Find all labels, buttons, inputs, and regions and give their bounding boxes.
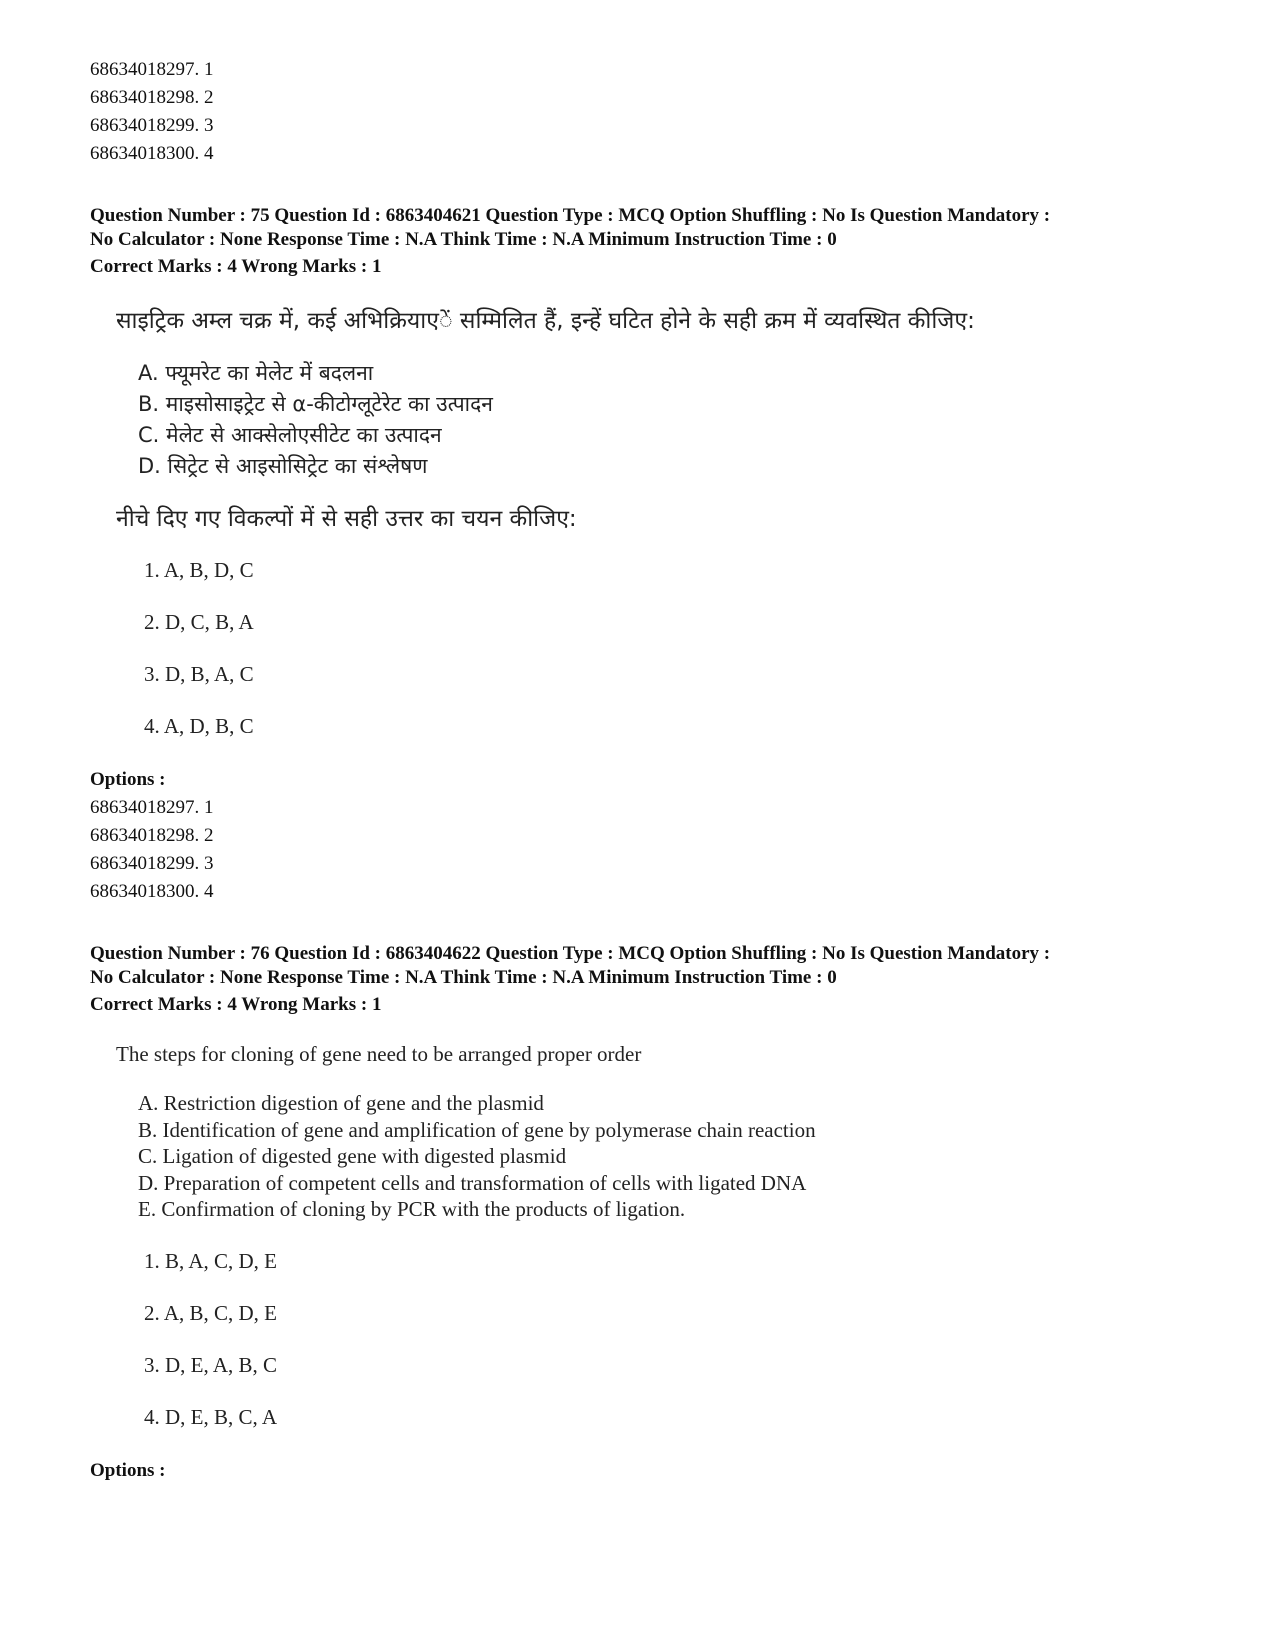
question-content (116, 306, 1210, 740)
statement-item: C. Ligation of digested gene with digested plasmid (138, 1144, 567, 1168)
previous-options-list (90, 56, 1210, 168)
answer-choice: 2. A, B, C, D, E (144, 1300, 278, 1325)
question-content (116, 1040, 1210, 1431)
options-heading: Options : (90, 769, 166, 790)
option-line: 68634018300. 4 (90, 143, 214, 164)
options-heading: Options : (90, 1459, 166, 1481)
statement-item: B. Identification of gene and amplification of gene by polymerase chain reaction (138, 1117, 816, 1142)
answer-choice: 2. D, C, B, A (144, 610, 254, 634)
answer-choice: 4. D, E, B, C, A (144, 1404, 278, 1429)
answer-choice: 4. A, D, B, C (144, 714, 254, 738)
statement-item: D. Preparation of competent cells and transformation of cells with ligated DNA (138, 1170, 807, 1195)
question-marks: Correct Marks : 4 Wrong Marks : 1 (90, 256, 382, 277)
question-76 (90, 942, 1210, 1485)
question-75 (90, 204, 1210, 906)
statement-item: E. Confirmation of cloning by PCR with the products of ligation. (138, 1197, 686, 1221)
question-stem: The steps for cloning of gene need to be arranged proper order (116, 1042, 642, 1066)
question-meta-line: No Calculator : None Response Time : N.A Think Time : N.A Minimum Instruction Time : 0 (90, 229, 837, 250)
statement-item: A. फ्यूमरेट का मेलेट में बदलना (138, 361, 374, 385)
choice-list (116, 556, 1210, 740)
answer-instruction: नीचे दिए गए विकल्पों में से सही उत्तर का चयन कीजिए: (116, 506, 577, 532)
option-line: 68634018299. 3 (90, 853, 214, 874)
option-line: 68634018297. 1 (90, 59, 214, 80)
statement-item: A. Restriction digestion of gene and the plasmid (138, 1091, 544, 1115)
statement-list (138, 1090, 1210, 1223)
question-meta-line: Question Number : 76 Question Id : 6863404622 Question Type : MCQ Option Shuffling : No Is Question Mandatory : (90, 943, 1051, 964)
answer-choice: 3. D, B, A, C (144, 662, 254, 686)
option-line: 68634018300. 4 (90, 881, 214, 902)
question-stem: साइट्रिक अम्ल चक्र में, कई अभिक्रियाएें सम्मिलित हैं, इन्हें घटित होने के सही क्रम में व्यवस्थित कीजिए: (116, 308, 975, 334)
option-line: 68634018298. 2 (90, 87, 214, 108)
option-line: 68634018298. 2 (90, 825, 214, 846)
answer-choice: 3. D, E, A, B, C (144, 1352, 278, 1377)
option-line: 68634018297. 1 (90, 797, 214, 818)
document-page (90, 56, 1210, 1485)
question-marks: Correct Marks : 4 Wrong Marks : 1 (90, 994, 382, 1015)
options-list (90, 794, 1210, 906)
statement-list (138, 358, 1210, 482)
statement-item: B. माइसोसाइट्रेट से α-कीटोग्लूटेरेट का उत्पादन (138, 392, 493, 416)
answer-choice: 1. A, B, D, C (144, 558, 254, 582)
question-meta-line: Question Number : 75 Question Id : 6863404621 Question Type : MCQ Option Shuffling : No Is Question Mandatory : (90, 205, 1051, 226)
answer-choice: 1. B, A, C, D, E (144, 1248, 278, 1273)
choice-list (116, 1247, 1210, 1431)
option-line: 68634018299. 3 (90, 115, 214, 136)
statement-item: D. सिट्रेट से आइसोसिट्रेट का संश्लेषण (138, 454, 428, 478)
question-meta-line: No Calculator : None Response Time : N.A Think Time : N.A Minimum Instruction Time : 0 (90, 967, 837, 988)
statement-item: C. मेलेट से आक्सेलोएसीटेट का उत्पादन (138, 423, 442, 447)
